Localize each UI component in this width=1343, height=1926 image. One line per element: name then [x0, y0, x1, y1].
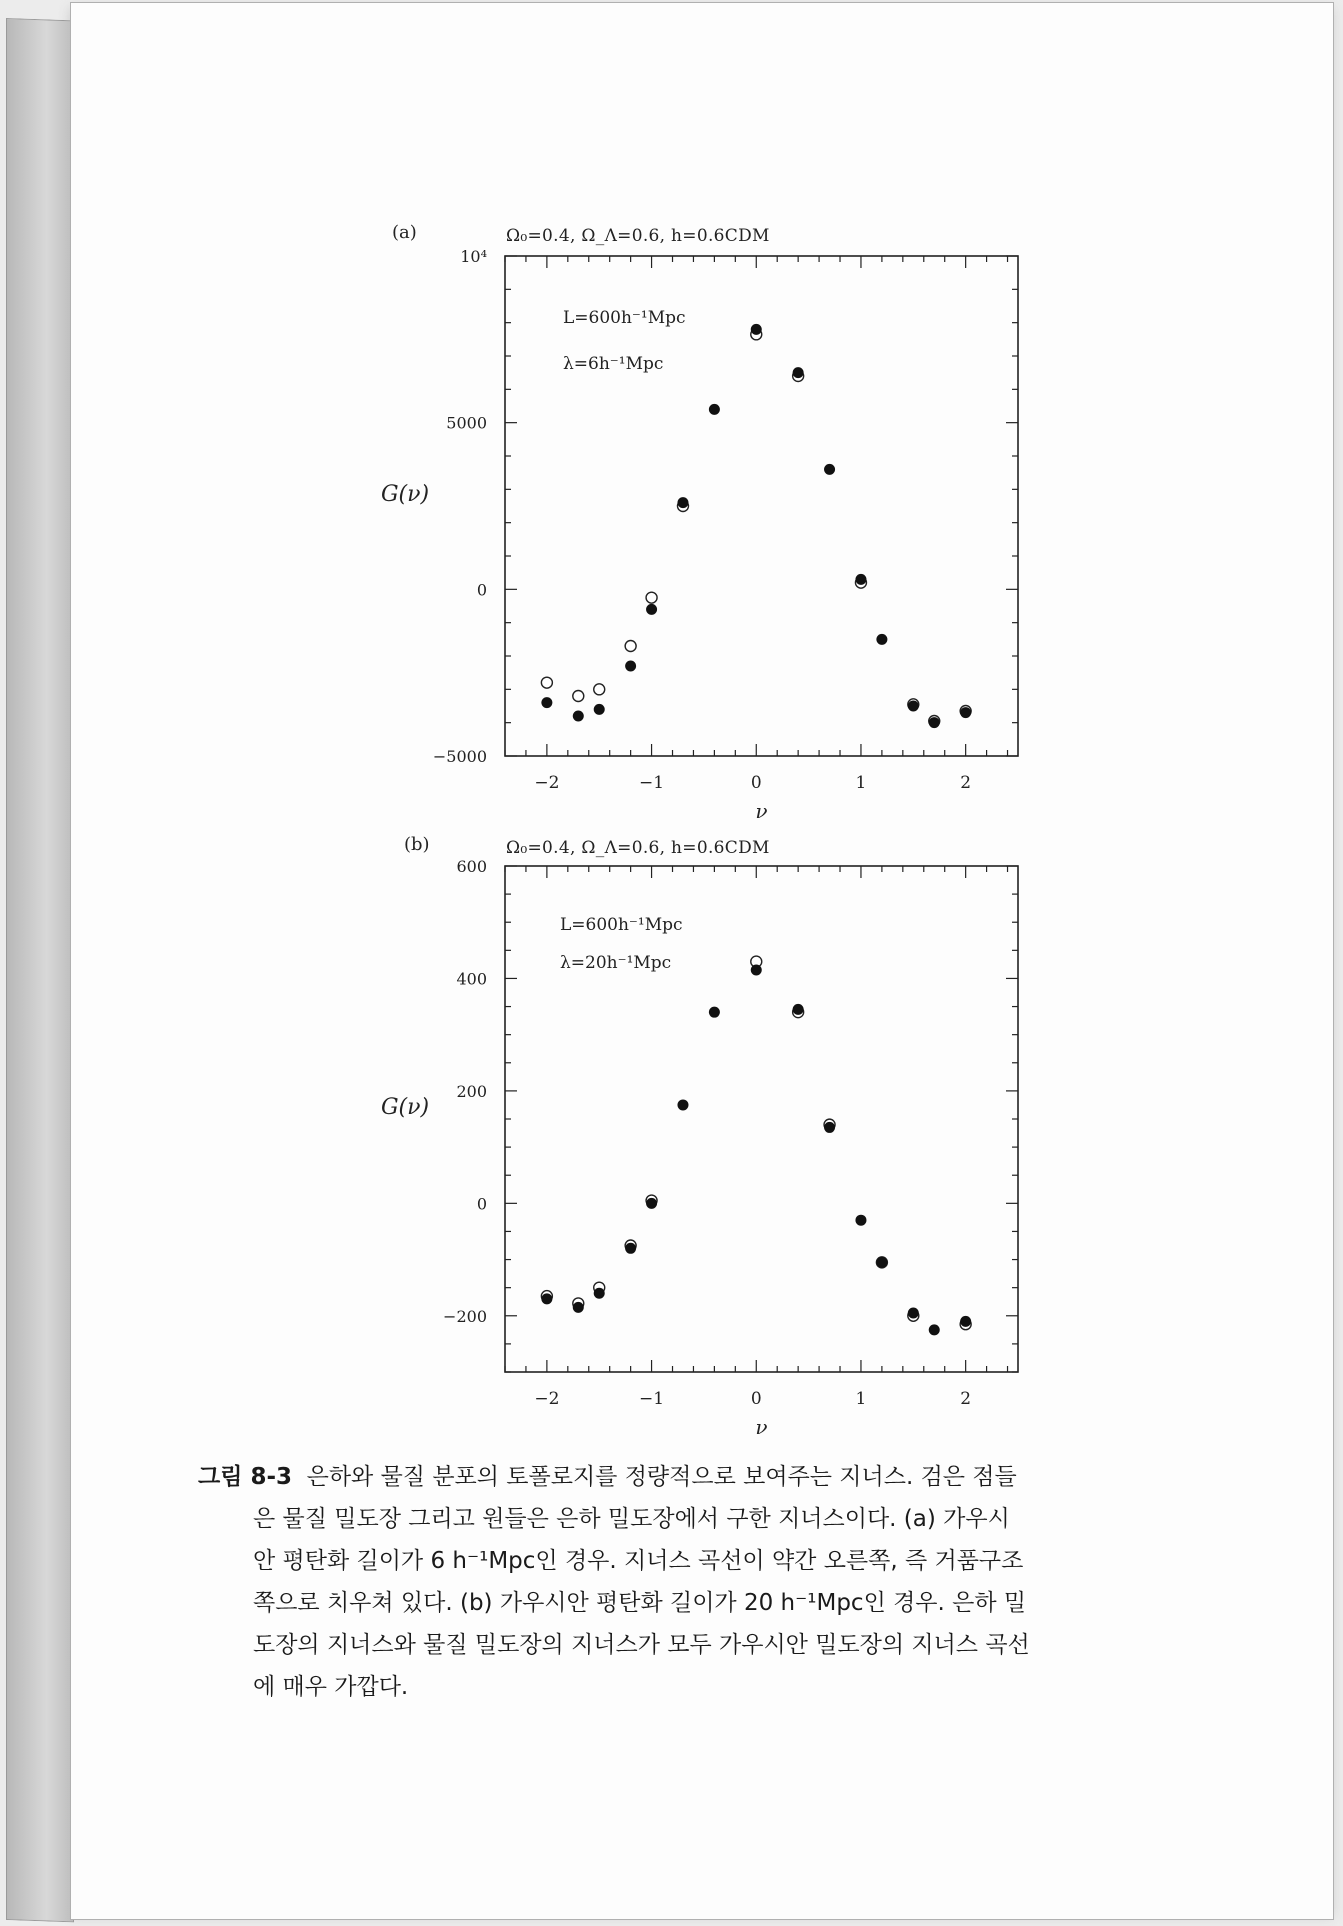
y-tick-label: 400	[456, 969, 487, 989]
caption-line-1	[198, 1456, 1193, 1498]
x-tick-label: 0	[750, 1389, 762, 1409]
plot-annotation: L=600h⁻¹Mpc	[563, 308, 686, 328]
figure-caption	[198, 1456, 1193, 1708]
x-axis-label: ν	[755, 799, 768, 823]
x-tick-label: 2	[960, 1389, 972, 1409]
x-axis-label: ν	[755, 1415, 768, 1439]
x-tick-label: −2	[534, 1389, 560, 1409]
filled-circle-point	[646, 1198, 657, 1209]
x-tick-label: −1	[639, 773, 665, 793]
y-tick-label: 5000	[446, 413, 487, 433]
x-tick-label: 0	[750, 773, 762, 793]
filled-circle-point	[855, 1215, 866, 1226]
caption-figure-number: 그림 8-3	[198, 1464, 292, 1490]
x-tick-label: −1	[639, 1389, 665, 1409]
caption-line-3: 안 평탄화 길이가 6 h⁻¹Mpc인 경우. 지너스 곡선이 약간 오른쪽, 즉 거품구조	[253, 1548, 1024, 1574]
plot-annotation: λ=20h⁻¹Mpc	[560, 953, 672, 973]
caption-text: 은하와 물질 분포의 토폴로지를 정량적으로 보여주는 지너스. 검은 점들	[306, 1464, 1017, 1490]
y-axis-label: G(ν)	[380, 1095, 430, 1120]
caption-line-6: 에 매우 가깝다.	[253, 1674, 409, 1700]
filled-circle-point	[824, 1122, 835, 1133]
filled-circle-point	[709, 1007, 720, 1018]
y-tick-label: 200	[456, 1081, 487, 1101]
filled-circle-point	[876, 1257, 887, 1268]
plot-annotation: λ=6h⁻¹Mpc	[563, 354, 664, 374]
x-tick-label: −2	[534, 773, 560, 793]
y-tick-label: 0	[476, 1194, 487, 1214]
filled-circle-point	[929, 1324, 940, 1335]
x-tick-label: 1	[855, 773, 867, 793]
caption-line-5: 도장의 지너스와 물질 밀도장의 지너스가 모두 가우시안 밀도장의 지너스 곡선	[253, 1632, 1030, 1658]
y-axis-label: G(ν)	[380, 482, 430, 507]
filled-circle-point	[594, 1288, 605, 1299]
x-tick-label: 1	[855, 1389, 867, 1409]
filled-circle-point	[573, 1302, 584, 1313]
filled-circle-point	[751, 965, 762, 976]
plot-frame	[505, 866, 1018, 1372]
panel-a-title: Ω₀=0.4, Ω_Λ=0.6, h=0.6CDM	[506, 226, 770, 246]
y-tick-label: −200	[443, 1306, 487, 1326]
filled-circle-point	[677, 1099, 688, 1110]
filled-circle-point	[541, 1293, 552, 1304]
y-tick-label: 600	[456, 857, 487, 876]
filled-circle-point	[625, 1243, 636, 1254]
y-tick-label: 0	[476, 580, 487, 600]
filled-circle-point	[960, 1316, 971, 1327]
filled-circle-point	[908, 1307, 919, 1318]
caption-line-4: 쪽으로 치우쳐 있다. (b) 가우시안 평탄화 길이가 20 h⁻¹Mpc인 경우. 은하 밀	[253, 1590, 1027, 1616]
plot-annotation: L=600h⁻¹Mpc	[560, 915, 683, 935]
caption-line-2: 은 물질 밀도장 그리고 원들은 은하 밀도장에서 구한 지너스이다. (a) 가우시	[253, 1506, 1010, 1532]
x-tick-label: 2	[960, 773, 972, 793]
filled-circle-point	[793, 1004, 804, 1015]
y-tick-label: −5000	[432, 747, 487, 766]
panel-b-title: Ω₀=0.4, Ω_Λ=0.6, h=0.6CDM	[506, 838, 770, 858]
panel-b-label: (b)	[404, 834, 430, 855]
panel-a-label: (a)	[392, 222, 417, 243]
y-tick-label: 10⁴	[460, 247, 487, 266]
